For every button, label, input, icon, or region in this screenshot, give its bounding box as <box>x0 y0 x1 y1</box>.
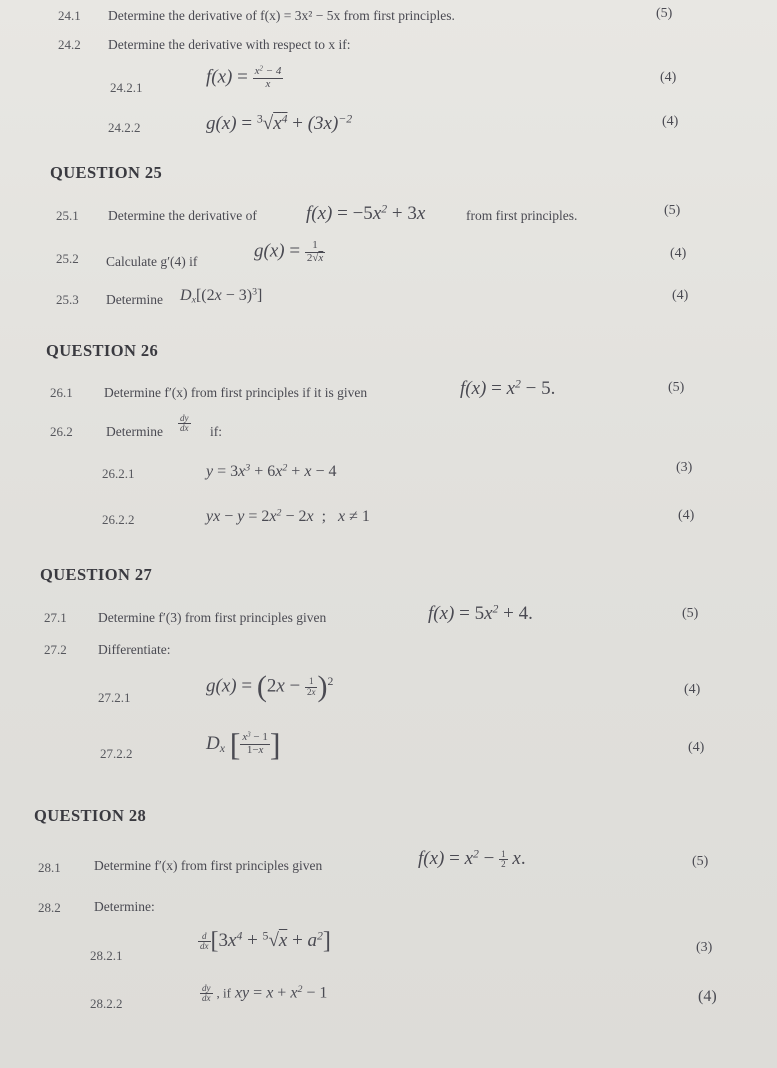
marks-label: (4) <box>678 508 695 523</box>
item-number: 26.1 <box>50 385 73 400</box>
math-expression: $\frac{d}{dx}$ $[3x^4 + ^5√x + a^2]$ <box>200 928 331 954</box>
item-number: 26.2.1 <box>102 466 135 481</box>
item-number: 27.2.1 <box>98 690 131 705</box>
question-text: if: <box>210 424 222 439</box>
question-text: from first principles. <box>466 208 578 223</box>
question-heading: QUESTION 28 <box>34 806 147 825</box>
math-expression: $f(x) = x^2$ − $\frac{1}{2}$ x. <box>418 847 526 870</box>
marks-label: (5) <box>692 854 709 869</box>
question-text: Differentiate: <box>98 642 171 657</box>
question-heading: QUESTION 25 <box>50 163 163 182</box>
item-number: 26.2.2 <box>102 512 135 527</box>
question-text: Determine f′(3) from first principles given <box>98 610 327 625</box>
math-expression: $f(x) = -5x^2 + 3x$ <box>306 202 426 224</box>
item-number: 24.2.2 <box>108 120 141 135</box>
item-number: 28.2.1 <box>90 948 123 963</box>
math-expression: yx − $y = 2x^2 - 2x$ ; x ≠ 1 <box>206 507 370 525</box>
question-text: Calculate g′(4) if <box>106 254 198 269</box>
math-expression: $D_x$ [ $\frac{x^3 - 1}{1-x}$ ] <box>206 726 281 762</box>
item-number: 27.1 <box>44 610 67 625</box>
question-text: Determine the derivative of <box>108 208 257 223</box>
marks-label: (4) <box>670 246 687 261</box>
marks-label: (4) <box>672 288 689 303</box>
marks-label: (5) <box>668 380 685 395</box>
question-text: Determine: <box>94 899 155 914</box>
item-number: 24.2.1 <box>110 80 143 95</box>
marks-label: (3) <box>696 940 713 955</box>
math-expression: $y = 3x^3 + 6x^2 + x - 4$ <box>206 462 337 480</box>
marks-label: (4) <box>684 682 701 697</box>
item-number: 28.2.2 <box>90 996 123 1011</box>
math-expression: $f(x) = x^2 - 5$. <box>460 377 556 399</box>
marks-label: (5) <box>656 6 673 21</box>
marks-label: (4) <box>660 70 677 85</box>
item-number: 28.1 <box>38 860 61 875</box>
item-number: 26.2 <box>50 424 73 439</box>
question-text: Determine the derivative with respect to x if: <box>108 37 351 52</box>
item-number: 24.1 <box>58 8 81 23</box>
math-expression: g(x) = (2x − $\frac{1}{2x}$ )$^2$ <box>206 670 334 703</box>
math-expression: $f(x) = 5x^2 + 4$. <box>428 602 533 624</box>
marks-label: (4) <box>688 740 705 755</box>
item-number: 25.2 <box>56 251 79 266</box>
question-text: Determine the derivative of f(x) = 3x² − 5x from first principles. <box>108 8 455 23</box>
item-number: 27.2.2 <box>100 746 133 761</box>
math-expression: f(x) = $\frac{x^2 - 4}{x}$ <box>206 65 282 90</box>
question-text: Determine <box>106 292 163 307</box>
question-heading: QUESTION 27 <box>40 565 153 584</box>
marks-label: (5) <box>664 203 681 218</box>
marks-label: (5) <box>682 606 699 621</box>
math-expression: g(x) = $\frac{1}{2√x}$ <box>254 239 324 264</box>
question-text: Determine f′(x) from first principles given <box>94 858 323 873</box>
math-expression: $\frac{dy}{dx}$ , if xy = $x + x^2 - 1$ <box>202 983 328 1004</box>
question-text: Determine f′(x) from first principles if it is given <box>104 385 368 400</box>
question-heading: QUESTION 26 <box>46 341 159 360</box>
marks-label: (4) <box>662 114 679 129</box>
item-number: 24.2 <box>58 37 81 52</box>
math-expression: $D_x[(2x - 3)^3]$ <box>180 286 263 306</box>
math-expression: $\frac{dy}{dx}$ <box>180 413 189 434</box>
marks-label: (4) <box>698 988 717 1005</box>
math-expression: $g(x) = ^3√x^4 + (3x)^{-2}$ <box>206 112 353 134</box>
item-number: 25.1 <box>56 208 79 223</box>
item-number: 27.2 <box>44 642 67 657</box>
marks-label: (3) <box>676 460 693 475</box>
item-number: 28.2 <box>38 900 61 915</box>
item-number: 25.3 <box>56 292 79 307</box>
question-text: Determine <box>106 424 163 439</box>
